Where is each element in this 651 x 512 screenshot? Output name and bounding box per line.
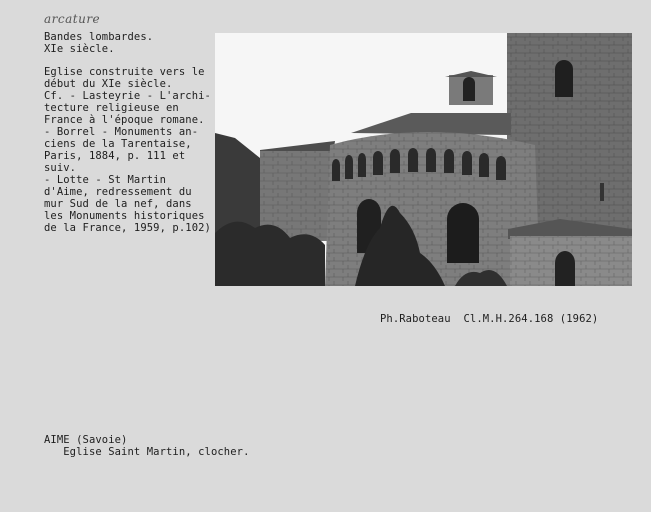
photo-credit: Ph.Raboteau Cl.M.H.264.168 (1962): [380, 313, 599, 325]
header-lines: Bandes lombardes. XIe siècle.: [44, 31, 154, 55]
bibliography-notes: Eglise construite vers le début du XIe siècle. Cf. - Lasteyrie - L'archi- tecture religieuse en France à l'époque romane. - Borrel - Monuments an- ciens de la Tarentaise, Paris, 1884, p. 111 et suiv. - Lotte - St Martin d'Aime, redressement du mur Sud de la nef, dans les Monuments historiques de la France, 1959, p.102): [44, 66, 211, 234]
church-photo-drawing: [215, 33, 632, 286]
handwritten-note: arcature: [44, 12, 101, 26]
location-caption: AIME (Savoie) Eglise Saint Martin, clocher.: [44, 434, 250, 458]
church-photo: [215, 33, 632, 286]
